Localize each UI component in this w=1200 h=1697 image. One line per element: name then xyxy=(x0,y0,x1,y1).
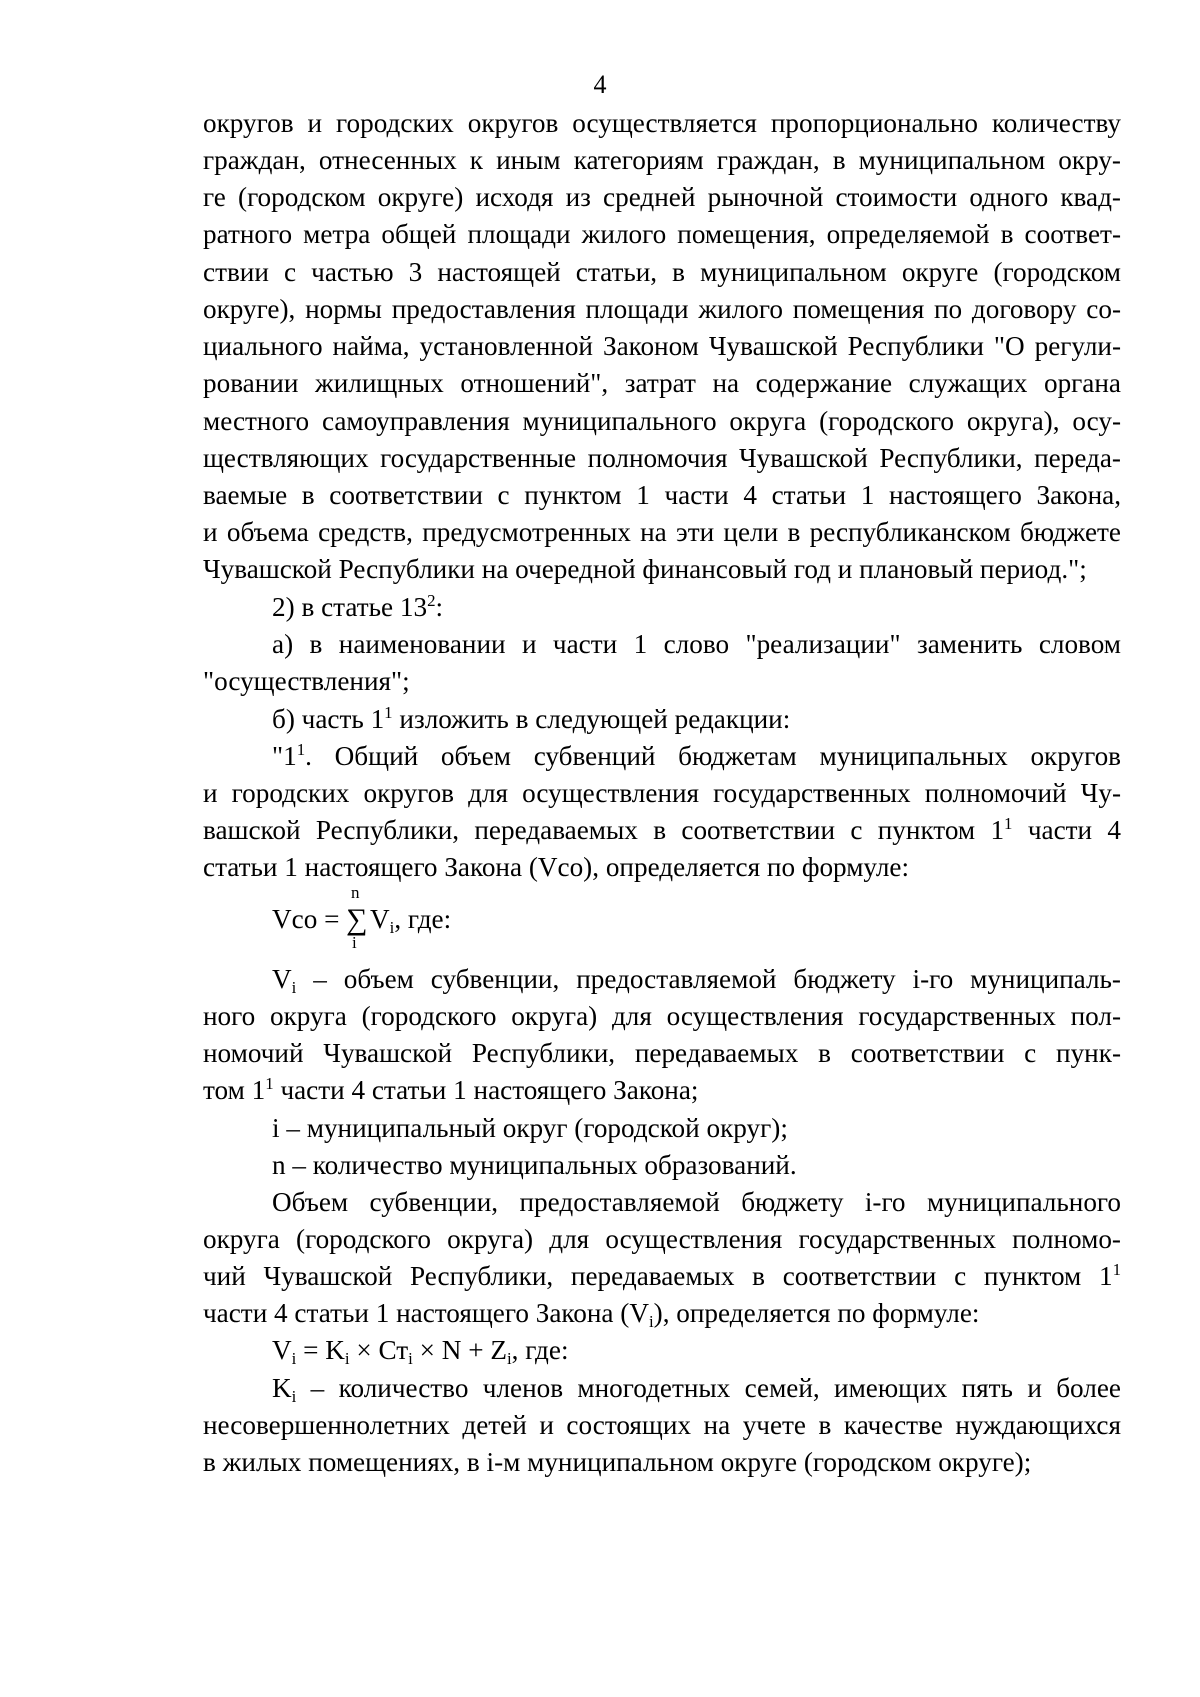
text-line: ге (городском округе) исходя из средней рыночной стоимости одного квад- xyxy=(203,182,1121,212)
text-line: ществляющих государственные полномочия Чувашской Республики, переда- xyxy=(203,443,1121,473)
paragraph-volume-line: Объем субвенции, предоставляемой бюджету i-го муниципального xyxy=(272,1187,1121,1217)
text-line: циального найма, установленной Законом Чувашской Республики "О регули- xyxy=(203,331,1121,361)
page-number: 4 xyxy=(593,70,607,99)
list-item-2: 2) в статье $13^2$: xyxy=(272,591,444,622)
definition-vi-line: том $1^1$ части 4 статьи 1 настоящего Закона; xyxy=(203,1074,699,1105)
definition-ki-line: $K_i$ – количество членов многодетных семей, имеющих пять и более xyxy=(272,1373,1121,1406)
text-line: граждан, отнесенных к иным категориям граждан, в муниципальном окру- xyxy=(203,145,1121,175)
paragraph-1-1-line: статьи 1 настоящего Закона (Vco), определяется по формуле: xyxy=(203,852,910,882)
text-line: округе), нормы предоставления площади жилого помещения по договору со- xyxy=(203,294,1121,324)
list-item-a: а) в наименовании и части 1 слово "реализации" заменить словом xyxy=(272,629,1121,659)
definition-ki-line: несовершеннолетних детей и состоящих на учете в качестве нуждающихся xyxy=(203,1410,1121,1440)
text-line: ствии с частью 3 настоящей статьи, в муниципальном округе (городском xyxy=(203,257,1121,287)
text-line: ровании жилищных отношений", затрат на содержание служащих органа xyxy=(203,368,1121,398)
paragraph-volume-line: округа (городского округа) для осуществления государственных полномо- xyxy=(203,1224,1121,1254)
sum-upper-limit: n xyxy=(351,883,360,902)
list-item-b: б) часть $1^1$ изложить в следующей редакции: xyxy=(272,703,791,734)
text-line: округов и городских округов осуществляется пропорционально количеству xyxy=(203,108,1121,138)
paragraph-1-1-line: и городских округов для осуществления государственных полномочий Чу- xyxy=(203,778,1121,808)
paragraph-1-1-line: вашской Республики, передаваемых в соответствии с пунктом $1^1$ части 4 xyxy=(203,814,1121,845)
definition-vi-line: ного округа (городского округа) для осуществления государственных пол- xyxy=(203,1001,1121,1031)
text-line: ратного метра общей площади жилого помещения, определяемой в соответ- xyxy=(203,219,1121,249)
sum-lower-limit: i xyxy=(352,933,357,952)
paragraph-volume-line: части 4 статьи 1 настоящего Закона $(V_i)$, определяется по формуле: xyxy=(203,1298,980,1331)
text-line: местного самоуправления муниципального округа (городского округа), осу- xyxy=(203,406,1121,436)
formula-vi: $V_i = K_i \times Ст_i \times N + Z_i$, где: xyxy=(272,1335,569,1368)
definition-ki-line: в жилых помещениях, в i-м муниципальном округе (городском округе); xyxy=(203,1447,1032,1477)
formula-vco xyxy=(272,880,572,960)
list-item-a-cont: "осуществления"; xyxy=(203,666,410,696)
text-line: и объема средств, предусмотренных на эти цели в республиканском бюджете xyxy=(203,517,1121,547)
paragraph-1-1-line: "$1^1$. Общий объем субвенций бюджетам муниципальных округов xyxy=(272,740,1121,771)
sum-icon: ∑ xyxy=(346,903,368,936)
definition-i: i – муниципальный округ (городской округ); xyxy=(272,1113,788,1143)
definition-n: n – количество муниципальных образований. xyxy=(272,1150,797,1180)
definition-vi-line: $V_i$ – объем субвенции, предоставляемой бюджету i-го муниципаль- xyxy=(272,964,1121,997)
text-line: ваемые в соответствии с пунктом 1 части 4 статьи 1 настоящего Закона, xyxy=(203,480,1121,510)
formula-lhs: Vco = xyxy=(272,904,340,934)
text-line: Чувашской Республики на очередной финансовый год и плановый период."; xyxy=(203,554,1087,584)
formula-term: $V_i$, где: xyxy=(370,904,452,937)
definition-vi-line: номочий Чувашской Республики, передаваемых в соответствии с пунк- xyxy=(203,1038,1121,1068)
paragraph-volume-line: чий Чувашской Республики, передаваемых в соответствии с пунктом $1^1$ xyxy=(203,1260,1121,1291)
